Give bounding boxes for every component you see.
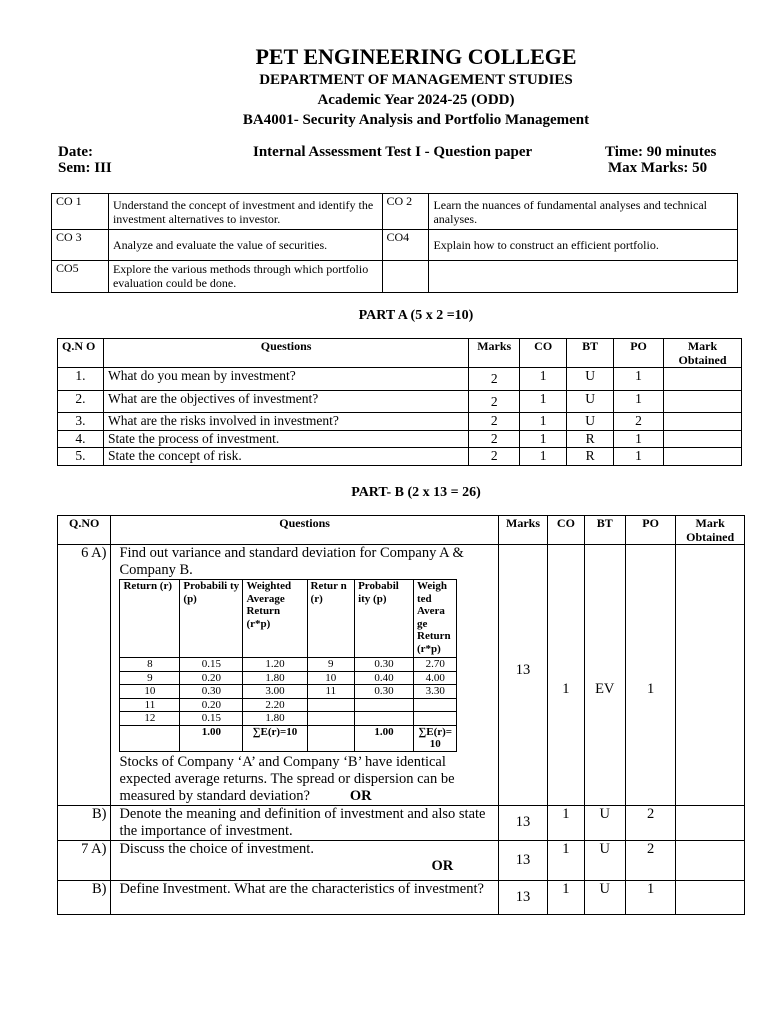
bt-value: U: [584, 880, 625, 914]
table-cell: 0.20: [180, 671, 243, 685]
co-text: Analyze and evaluate the value of securities.: [108, 230, 382, 261]
question-text: What are the objectives of investment?: [103, 391, 468, 413]
co-text: Explore the various methods through which portfolio evaluation could be done.: [108, 261, 382, 293]
table-row: [120, 671, 457, 685]
test-title: Internal Assessment Test I - Question paper: [253, 144, 533, 160]
part-a-header-row: [58, 339, 742, 368]
po-value: 2: [625, 805, 675, 840]
question-text: What are the risks involved in investment?: [103, 413, 468, 431]
table-cell: 0.15: [180, 658, 243, 672]
marks-header: Marks: [498, 516, 547, 545]
table-cell: 1.80: [243, 712, 307, 726]
table-row: [120, 698, 457, 712]
co-value: 1: [520, 368, 567, 391]
bt-value: R: [567, 448, 614, 466]
table-row: [58, 431, 742, 448]
po-value: 1: [614, 431, 664, 448]
mark-obtained-header: Mark Obtained: [664, 339, 742, 368]
date-label: Date:: [58, 144, 93, 160]
co-header: CO: [520, 339, 567, 368]
returns-header-row: [120, 580, 457, 658]
question-7a-row: [58, 840, 745, 880]
weighted-return-a-header: Weighted Average Return (r*p): [243, 580, 307, 658]
question-6b-row: [58, 805, 745, 840]
probability-b-header: Probabil ity (p): [355, 580, 414, 658]
co-value: 1: [520, 448, 567, 466]
table-cell: [307, 712, 355, 726]
question-text: [119, 754, 493, 805]
co-value: 1: [548, 840, 584, 880]
mark-obtained-cell[interactable]: [664, 431, 742, 448]
table-cell: 0.20: [180, 698, 243, 712]
total-probability-b: 1.00: [355, 725, 414, 751]
po-value: 2: [614, 413, 664, 431]
marks-value: 2: [469, 413, 520, 431]
question-number: 2.: [58, 391, 104, 413]
po-header: PO: [625, 516, 675, 545]
max-marks-label: Max Marks: 50: [608, 160, 708, 176]
table-row: [58, 413, 742, 431]
question-text: Find out variance and standard deviation for Company A & Company B.: [119, 545, 464, 578]
academic-year: Academic Year 2024-25 (ODD): [317, 92, 515, 108]
bt-value: R: [567, 431, 614, 448]
table-cell: [414, 712, 457, 726]
question-number: 7 A): [58, 840, 111, 880]
table-cell: 1.80: [243, 671, 307, 685]
co-row: [52, 230, 738, 261]
expected-return-b: ∑E(r)= 10: [414, 725, 457, 751]
question-outro: Stocks of Company ‘A’ and Company ‘B’ have identical expected average returns. The spread or dispersion can be measured by standard deviation?: [119, 753, 455, 804]
bt-value: U: [567, 368, 614, 391]
table-row: [120, 685, 457, 699]
bt-header: BT: [584, 516, 625, 545]
total-row: [120, 725, 457, 751]
part-a-title: PART A (5 x 2 =10): [358, 308, 474, 323]
table-cell: [120, 725, 180, 751]
semester-label: Sem: III: [58, 160, 112, 176]
co-code: [382, 261, 429, 293]
table-cell: 11: [307, 685, 355, 699]
table-cell: 4.00: [414, 671, 457, 685]
question-number: 3.: [58, 413, 104, 431]
question-number: 1.: [58, 368, 104, 391]
marks-header: Marks: [469, 339, 520, 368]
question-number: 4.: [58, 431, 104, 448]
co-code: CO 3: [52, 230, 109, 261]
college-name: PET ENGINEERING COLLEGE: [255, 44, 577, 69]
returns-table: [119, 579, 457, 752]
marks-value: 2: [469, 431, 520, 448]
table-cell: 0.30: [180, 685, 243, 699]
return-a-header: Return (r): [120, 580, 180, 658]
co-code: CO4: [382, 230, 429, 261]
question-number: 6 A): [58, 545, 111, 806]
table-row: [58, 391, 742, 413]
table-cell: 3.30: [414, 685, 457, 699]
return-b-header: Retur n (r): [307, 580, 355, 658]
bt-value: U: [584, 805, 625, 840]
po-header: PO: [614, 339, 664, 368]
mark-obtained-cell[interactable]: [676, 545, 745, 806]
co-code: CO 1: [52, 194, 109, 230]
question-number: 5.: [58, 448, 104, 466]
co-code: CO 2: [382, 194, 429, 230]
bt-value: U: [584, 840, 625, 880]
question-text: State the concept of risk.: [103, 448, 468, 466]
question-text: State the process of investment.: [103, 431, 468, 448]
course-outcomes-table: [51, 193, 738, 293]
part-a-table: [57, 338, 742, 466]
co-row: [52, 194, 738, 230]
probability-a-header: Probabili ty (p): [180, 580, 243, 658]
question-cell: [111, 840, 498, 880]
co-value: 1: [520, 413, 567, 431]
part-b-table: [57, 515, 745, 915]
total-probability-a: 1.00: [180, 725, 243, 751]
table-row: [58, 448, 742, 466]
marks-value: 13: [498, 805, 547, 840]
co-value: 1: [548, 805, 584, 840]
mark-obtained-cell[interactable]: [664, 413, 742, 431]
part-b-title: PART- B (2 x 13 = 26): [351, 485, 481, 500]
po-value: 1: [614, 391, 664, 413]
bt-value: U: [567, 391, 614, 413]
mark-obtained-cell[interactable]: [664, 368, 742, 391]
po-value: 1: [625, 545, 675, 806]
co-text: Learn the nuances of fundamental analyses and technical analyses.: [429, 194, 738, 230]
table-cell: 2.70: [414, 658, 457, 672]
bt-value: U: [567, 413, 614, 431]
po-value: 1: [614, 448, 664, 466]
co-text: Explain how to construct an efficient portfolio.: [429, 230, 738, 261]
mark-obtained-cell[interactable]: [676, 805, 745, 840]
question-number: B): [58, 880, 111, 914]
table-cell: [355, 712, 414, 726]
co-code: CO5: [52, 261, 109, 293]
table-cell: 2.20: [243, 698, 307, 712]
table-cell: 0.15: [180, 712, 243, 726]
po-value: 1: [625, 880, 675, 914]
table-cell: 0.30: [355, 685, 414, 699]
table-cell: [414, 698, 457, 712]
table-cell: 8: [120, 658, 180, 672]
question-text: Denote the meaning and definition of investment and also state the importance of investment.: [111, 805, 498, 840]
table-cell: [355, 698, 414, 712]
marks-value: 13: [498, 545, 547, 806]
table-cell: 10: [120, 685, 180, 699]
table-cell: 0.30: [355, 658, 414, 672]
questions-header: Questions: [111, 516, 498, 545]
table-row: [120, 658, 457, 672]
co-text: Understand the concept of investment and identify the investment alternatives to investor.: [108, 194, 382, 230]
table-cell: [307, 698, 355, 712]
question-text: Discuss the choice of investment.: [119, 840, 314, 857]
or-separator: OR: [431, 857, 454, 874]
question-6a-row: [58, 545, 745, 806]
co-row: [52, 261, 738, 293]
co-value: 1: [520, 431, 567, 448]
mark-obtained-cell[interactable]: [676, 840, 745, 880]
qno-header: Q.NO: [58, 516, 111, 545]
co-value: 1: [520, 391, 567, 413]
mark-obtained-cell[interactable]: [664, 391, 742, 413]
bt-header: BT: [567, 339, 614, 368]
or-separator: OR: [349, 787, 372, 804]
marks-value: 13: [498, 840, 547, 880]
time-label: Time: 90 minutes: [605, 144, 717, 160]
expected-return-a: ∑E(r)=10: [243, 725, 307, 751]
marks-value: 2: [469, 391, 520, 413]
question-7b-row: [58, 880, 745, 914]
course-title: BA4001- Security Analysis and Portfolio Management: [242, 112, 590, 128]
table-cell: 11: [120, 698, 180, 712]
table-cell: 0.40: [355, 671, 414, 685]
question-text: What do you mean by investment?: [103, 368, 468, 391]
mark-obtained-cell[interactable]: [676, 880, 745, 914]
part-b-header-row: [58, 516, 745, 545]
question-cell: [111, 545, 498, 806]
department-name: DEPARTMENT OF MANAGEMENT STUDIES: [259, 72, 573, 88]
table-cell: 10: [307, 671, 355, 685]
table-row: [58, 368, 742, 391]
co-text: [429, 261, 738, 293]
co-header: CO: [548, 516, 584, 545]
qno-header: Q.N O: [58, 339, 104, 368]
po-value: 1: [614, 368, 664, 391]
marks-value: 13: [498, 880, 547, 914]
question-text: Define Investment. What are the characteristics of investment?: [111, 880, 498, 914]
table-cell: [307, 725, 355, 751]
marks-value: 2: [469, 448, 520, 466]
mark-obtained-cell[interactable]: [664, 448, 742, 466]
mark-obtained-header: Mark Obtained: [676, 516, 745, 545]
po-value: 2: [625, 840, 675, 880]
co-value: 1: [548, 545, 584, 806]
weighted-return-b-header: Weigh ted Avera ge Return (r*p): [414, 580, 457, 658]
table-cell: 9: [307, 658, 355, 672]
co-value: 1: [548, 880, 584, 914]
marks-value: 2: [469, 368, 520, 391]
question-number: B): [58, 805, 111, 840]
table-cell: 9: [120, 671, 180, 685]
bt-value: EV: [584, 545, 625, 806]
table-cell: 1.20: [243, 658, 307, 672]
questions-header: Questions: [103, 339, 468, 368]
table-cell: 12: [120, 712, 180, 726]
table-row: [120, 712, 457, 726]
table-cell: 3.00: [243, 685, 307, 699]
